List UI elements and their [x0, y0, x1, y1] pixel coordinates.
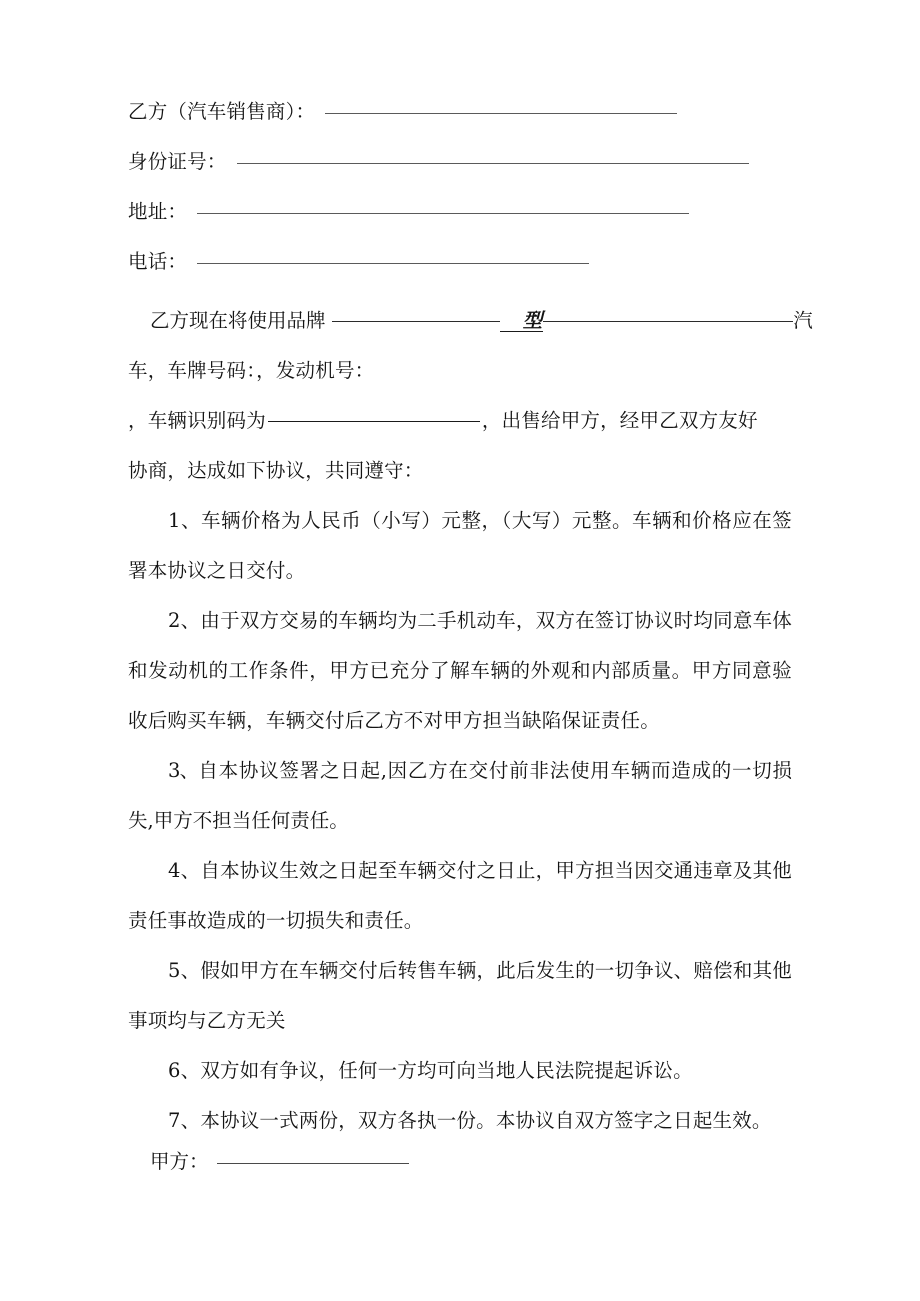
clause-7-text: 本协议一式两份，双方各执一份。本协议自双方签字之日起生效。 — [200, 1109, 772, 1132]
clause-6-number: 6、 — [168, 1059, 201, 1082]
agreement-intro-line: 协商，达成如下协议，共同遵守： — [128, 459, 424, 482]
field-party-b — [128, 96, 792, 146]
vehicle-trailing-char: 汽 — [793, 309, 813, 332]
clause-7 — [128, 1096, 792, 1146]
clause-5-text: 假如甲方在车辆交付后转售车辆，此后发生的一切争议、赔偿和其他事项均与乙方无关 — [128, 959, 792, 1032]
clause-3-number: 3、 — [168, 759, 199, 782]
clause-6-text: 双方如有争议，任何一方均可向当地人民法院提起诉讼。 — [200, 1059, 693, 1082]
field-phone-rule[interactable] — [197, 263, 589, 264]
signature-party-a-rule[interactable] — [217, 1163, 409, 1164]
vehicle-vin-line — [128, 396, 792, 446]
field-party-b-rule[interactable] — [325, 113, 677, 114]
vehicle-brand-model-line — [128, 296, 813, 346]
clause-2 — [128, 596, 792, 746]
field-address-rule[interactable] — [197, 213, 689, 214]
vehicle-brand-rule[interactable] — [332, 321, 500, 322]
clause-5 — [128, 946, 792, 1046]
vehicle-vin-rule[interactable] — [268, 421, 480, 422]
clause-1-text: 车辆价格为人民币（小写）元整，（大写）元整。车辆和价格应在签署本协议之日交付。 — [128, 509, 792, 582]
clause-6 — [128, 1046, 792, 1096]
field-id-number-rule[interactable] — [237, 163, 749, 164]
vehicle-model-rule[interactable] — [543, 321, 793, 322]
clause-2-text: 由于双方交易的车辆均为二手机动车，双方在签订协议时均同意车体和发动机的工作条件，甲方已充分了解车辆的外观和内部质量。甲方同意验收后购买车辆，车辆交付后乙方不对甲方担当缺陷保证责任。 — [128, 609, 792, 732]
field-phone — [128, 246, 792, 296]
field-phone-label: 电话： — [128, 250, 188, 273]
field-address — [128, 196, 792, 246]
clause-3 — [128, 746, 792, 846]
field-id-number — [128, 146, 792, 196]
signature-party-a — [128, 1146, 792, 1196]
clause-2-number: 2、 — [168, 609, 201, 632]
clause-3-text: 自本协议签署之日起,因乙方在交付前非法使用车辆而造成的一切损失,甲方不担当任何责任。 — [128, 759, 792, 832]
field-id-number-label: 身份证号： — [128, 150, 227, 173]
document-body — [128, 96, 813, 1196]
vehicle-vin-prefix: ，车辆识别码为 — [128, 409, 266, 432]
vehicle-model-char: 型 — [500, 311, 544, 332]
clause-4-number: 4、 — [168, 859, 201, 882]
field-party-b-label: 乙方（汽车销售商）： — [128, 100, 316, 123]
vehicle-plate-engine-line: 车，车牌号码：，发动机号： — [128, 359, 375, 382]
clause-4-text: 自本协议生效之日起至车辆交付之日止，甲方担当因交通违章及其他责任事故造成的一切损失和责任。 — [128, 859, 792, 932]
field-address-label: 地址： — [128, 200, 188, 223]
clause-4 — [128, 846, 792, 946]
clause-1 — [128, 496, 792, 596]
clause-5-number: 5、 — [168, 959, 201, 982]
clause-1-number: 1、 — [168, 509, 201, 532]
clause-7-number: 7、 — [168, 1109, 201, 1132]
vehicle-lead-text: 乙方现在将使用品牌 — [150, 309, 326, 332]
vehicle-vin-suffix: ，出售给甲方，经甲乙双方友好 — [481, 409, 758, 432]
signature-party-a-label: 甲方： — [150, 1150, 209, 1173]
